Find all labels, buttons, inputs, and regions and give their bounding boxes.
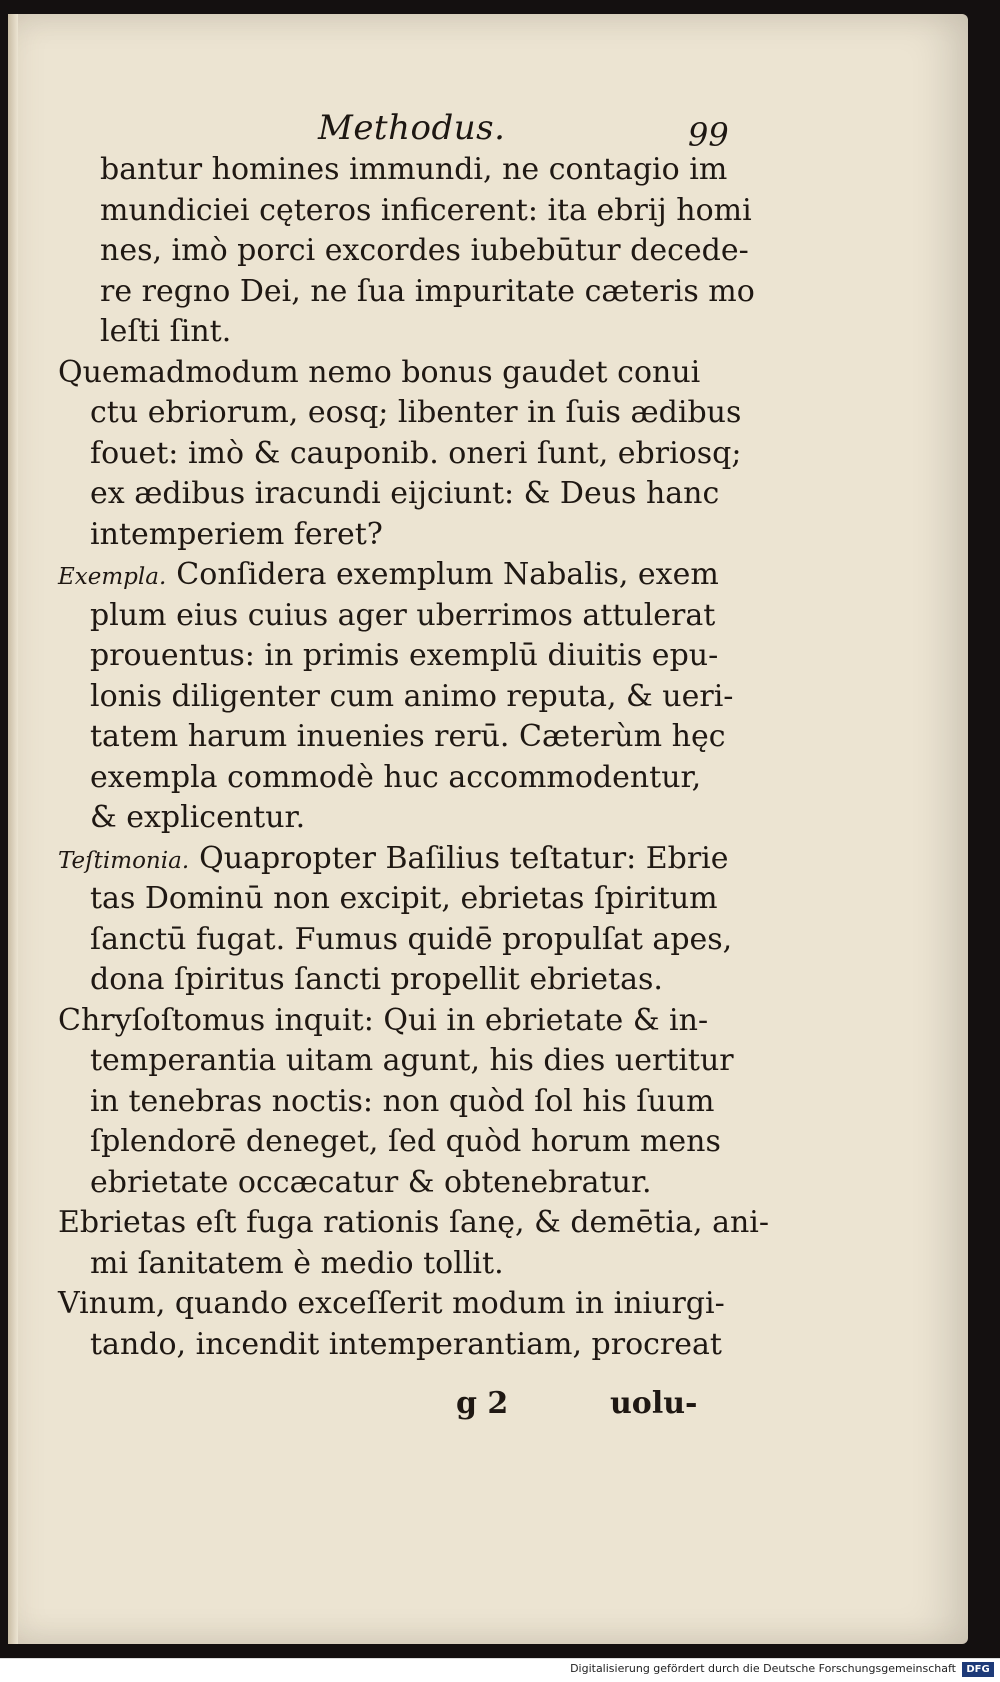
marginal-note: Teſtimonia.	[58, 847, 190, 874]
text-line: ebrietate occæcatur & obtenebratur.	[90, 1164, 652, 1200]
text-line: exempla commodè huc accommodentur,	[90, 759, 702, 795]
text-line: tando, incendit intemperantiam, procreat	[90, 1326, 722, 1362]
text-line	[40, 839, 760, 880]
text-line: ctu ebriorum, eosq; libenter in ſuis ædibus	[90, 395, 742, 430]
text-line: tatem harum inuenies rerū. Cæterùm hęc	[90, 719, 726, 754]
text-line: ſanctū fugat. Fumus quidē propulſat apes,	[90, 921, 733, 957]
text-line: mi ſanitatem è medio tollit.	[90, 1245, 504, 1281]
catchword: uolu-	[610, 1386, 698, 1421]
body-text	[40, 150, 770, 1365]
running-title: Methodus.	[318, 108, 506, 148]
text-span: Quapropter Baſilius teſtatur: Ebrie	[199, 840, 729, 876]
dfg-logo: DFG	[962, 1662, 994, 1677]
marginal-note: Exempla.	[58, 564, 167, 590]
footer-bar	[0, 1658, 1000, 1682]
text-line: nes, imò porci excordes iubebūtur decede-	[100, 233, 749, 268]
text-line: in tenebras noctis: non quòd ſol his ſuum	[90, 1083, 715, 1119]
text-line: mundiciei cęteros inficerent: ita ebrij homi	[100, 192, 752, 228]
text-line: dona ſpiritus ſancti propellit ebrietas.	[90, 962, 663, 997]
funding-credit: Digitalisierung gefördert durch die Deutsche Forschungsgemeinschaft	[570, 1662, 956, 1675]
text-line: Ebrietas eſt fuga rationis ſanę, & demētia, ani-	[58, 1205, 770, 1240]
text-line: temperantia uitam agunt, his dies uertitur	[90, 1043, 734, 1078]
text-line: fouet: imò & cauponib. oneri ſunt, ebriosq;	[90, 435, 742, 471]
text-span: Conſidera exemplum Nabalis, exem	[176, 557, 719, 592]
text-line: prouentus: in primis exemplū diuitis epu-	[90, 638, 719, 673]
text-line: leſti ſint.	[100, 314, 232, 349]
text-line: tas Dominū non excipit, ebrietas ſpiritum	[90, 881, 718, 916]
text-line: Quemadmodum nemo bonus gaudet conui	[58, 354, 701, 390]
text-line: intemperiem feret?	[90, 516, 383, 552]
catchline	[0, 1386, 1000, 1426]
text-line: & explicentur.	[90, 800, 306, 835]
text-line: Vinum, quando exceſſerit modum in iniurgi-	[58, 1286, 725, 1321]
text-line: ex ædibus iracundi eijciunt: & Deus hanc	[90, 476, 720, 511]
signature-mark: g 2	[456, 1386, 509, 1421]
text-line: ſplendorē deneget, ſed quòd horum mens	[90, 1124, 721, 1159]
page-number: 99	[688, 116, 729, 154]
text-line: plum eius cuius ager uberrimos attulerat	[90, 597, 716, 633]
text-line: Chryſoſtomus inquit: Qui in ebrietate & in-	[58, 1002, 709, 1038]
text-line	[40, 555, 760, 596]
text-line: re regno Dei, ne ſua impuritate cæteris mo	[100, 273, 755, 309]
text-line: bantur homines immundi, ne contagio im	[100, 152, 728, 187]
text-line: lonis diligenter cum animo reputa, & ueri-	[90, 678, 734, 714]
